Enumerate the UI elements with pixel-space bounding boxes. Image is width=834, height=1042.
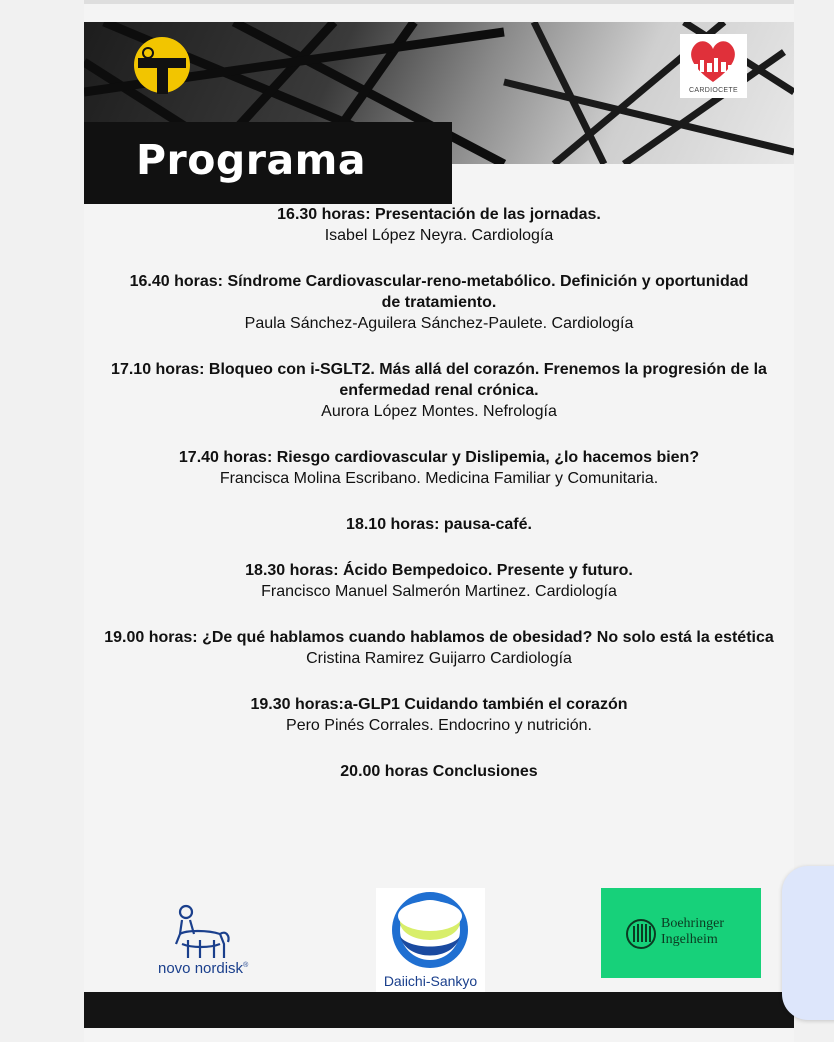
item-time: 16.30 horas: [277,206,371,223]
program-item [84,447,794,489]
novo-nordisk-logo [158,904,260,980]
boehringer-ingelheim-name: Boehringer Ingelheim [661,916,724,947]
program-item [84,359,794,422]
item-speaker: Aurora López Montes. Nefrología [321,403,557,420]
item-title: Presentación de las jornadas. [374,206,601,223]
title-block [84,122,452,204]
item-time: 18.10 horas: [346,516,440,533]
item-speaker: Cristina Ramirez Guijarro Cardiología [306,650,572,667]
program-item [84,204,794,246]
page-title: Programa [136,136,367,184]
item-title: Ácido Bempedoico. Presente y futuro. [343,562,633,579]
item-title: Riesgo cardiovascular y Dislipemia, ¿lo hacemos bien? [276,449,700,466]
item-speaker: Francisco Manuel Salmerón Martinez. Cardiología [261,583,617,600]
item-title: Síndrome Cardiovascular-reno-metabólico. Definición y oportunidad de tratamiento. [227,273,749,311]
novo-nordisk-name: novo nordisk® [158,960,249,977]
program-item [84,560,794,602]
cardiocete-logo [680,34,747,98]
item-title: Bloqueo con i-SGLT2. Más allá del corazón. Frenemos la progresión de la enfermedad renal crónica. [208,361,767,399]
program-item [84,627,794,669]
program-item [84,694,794,736]
item-time: 16.40 horas: [129,273,223,290]
floating-side-button[interactable] [782,866,834,1020]
cardiocete-caption: CARDIOCETE [689,87,738,94]
item-time: 17.40 horas: [178,449,273,466]
item-time: 17.10 horas: [111,361,205,378]
item-title: Conclusiones [432,763,538,780]
item-speaker: Pero Pinés Corrales. Endocrino y nutrición. [286,717,592,734]
item-time: 19.30 horas: [250,696,344,713]
event-logo [133,36,191,94]
item-speaker: Isabel López Neyra. Cardiología [324,227,554,244]
item-time: 20.00 horas [340,763,429,780]
program-item [84,761,794,782]
program-item [84,514,794,535]
item-title: a-GLP1 Cuidando también el corazón [343,696,628,713]
item-time: 19.00 horas: [104,629,198,646]
boehringer-ingelheim-logo [601,888,761,978]
item-title: ¿De qué hablamos cuando hablamos de obesidad? No solo está la estética [202,629,774,646]
program-item [84,271,794,334]
item-speaker: Francisca Molina Escribano. Medicina Familiar y Comunitaria. [219,470,659,487]
footer-bar [84,992,794,1028]
item-speaker: Paula Sánchez-Aguilera Sánchez-Paulete. Cardiología [244,315,634,332]
daiichi-sankyo-logo [376,888,485,992]
item-time: 18.30 horas: [245,562,339,579]
program-list [84,204,794,807]
item-title: pausa-café. [443,516,532,533]
daiichi-sankyo-name: Daiichi-Sankyo [383,973,478,989]
